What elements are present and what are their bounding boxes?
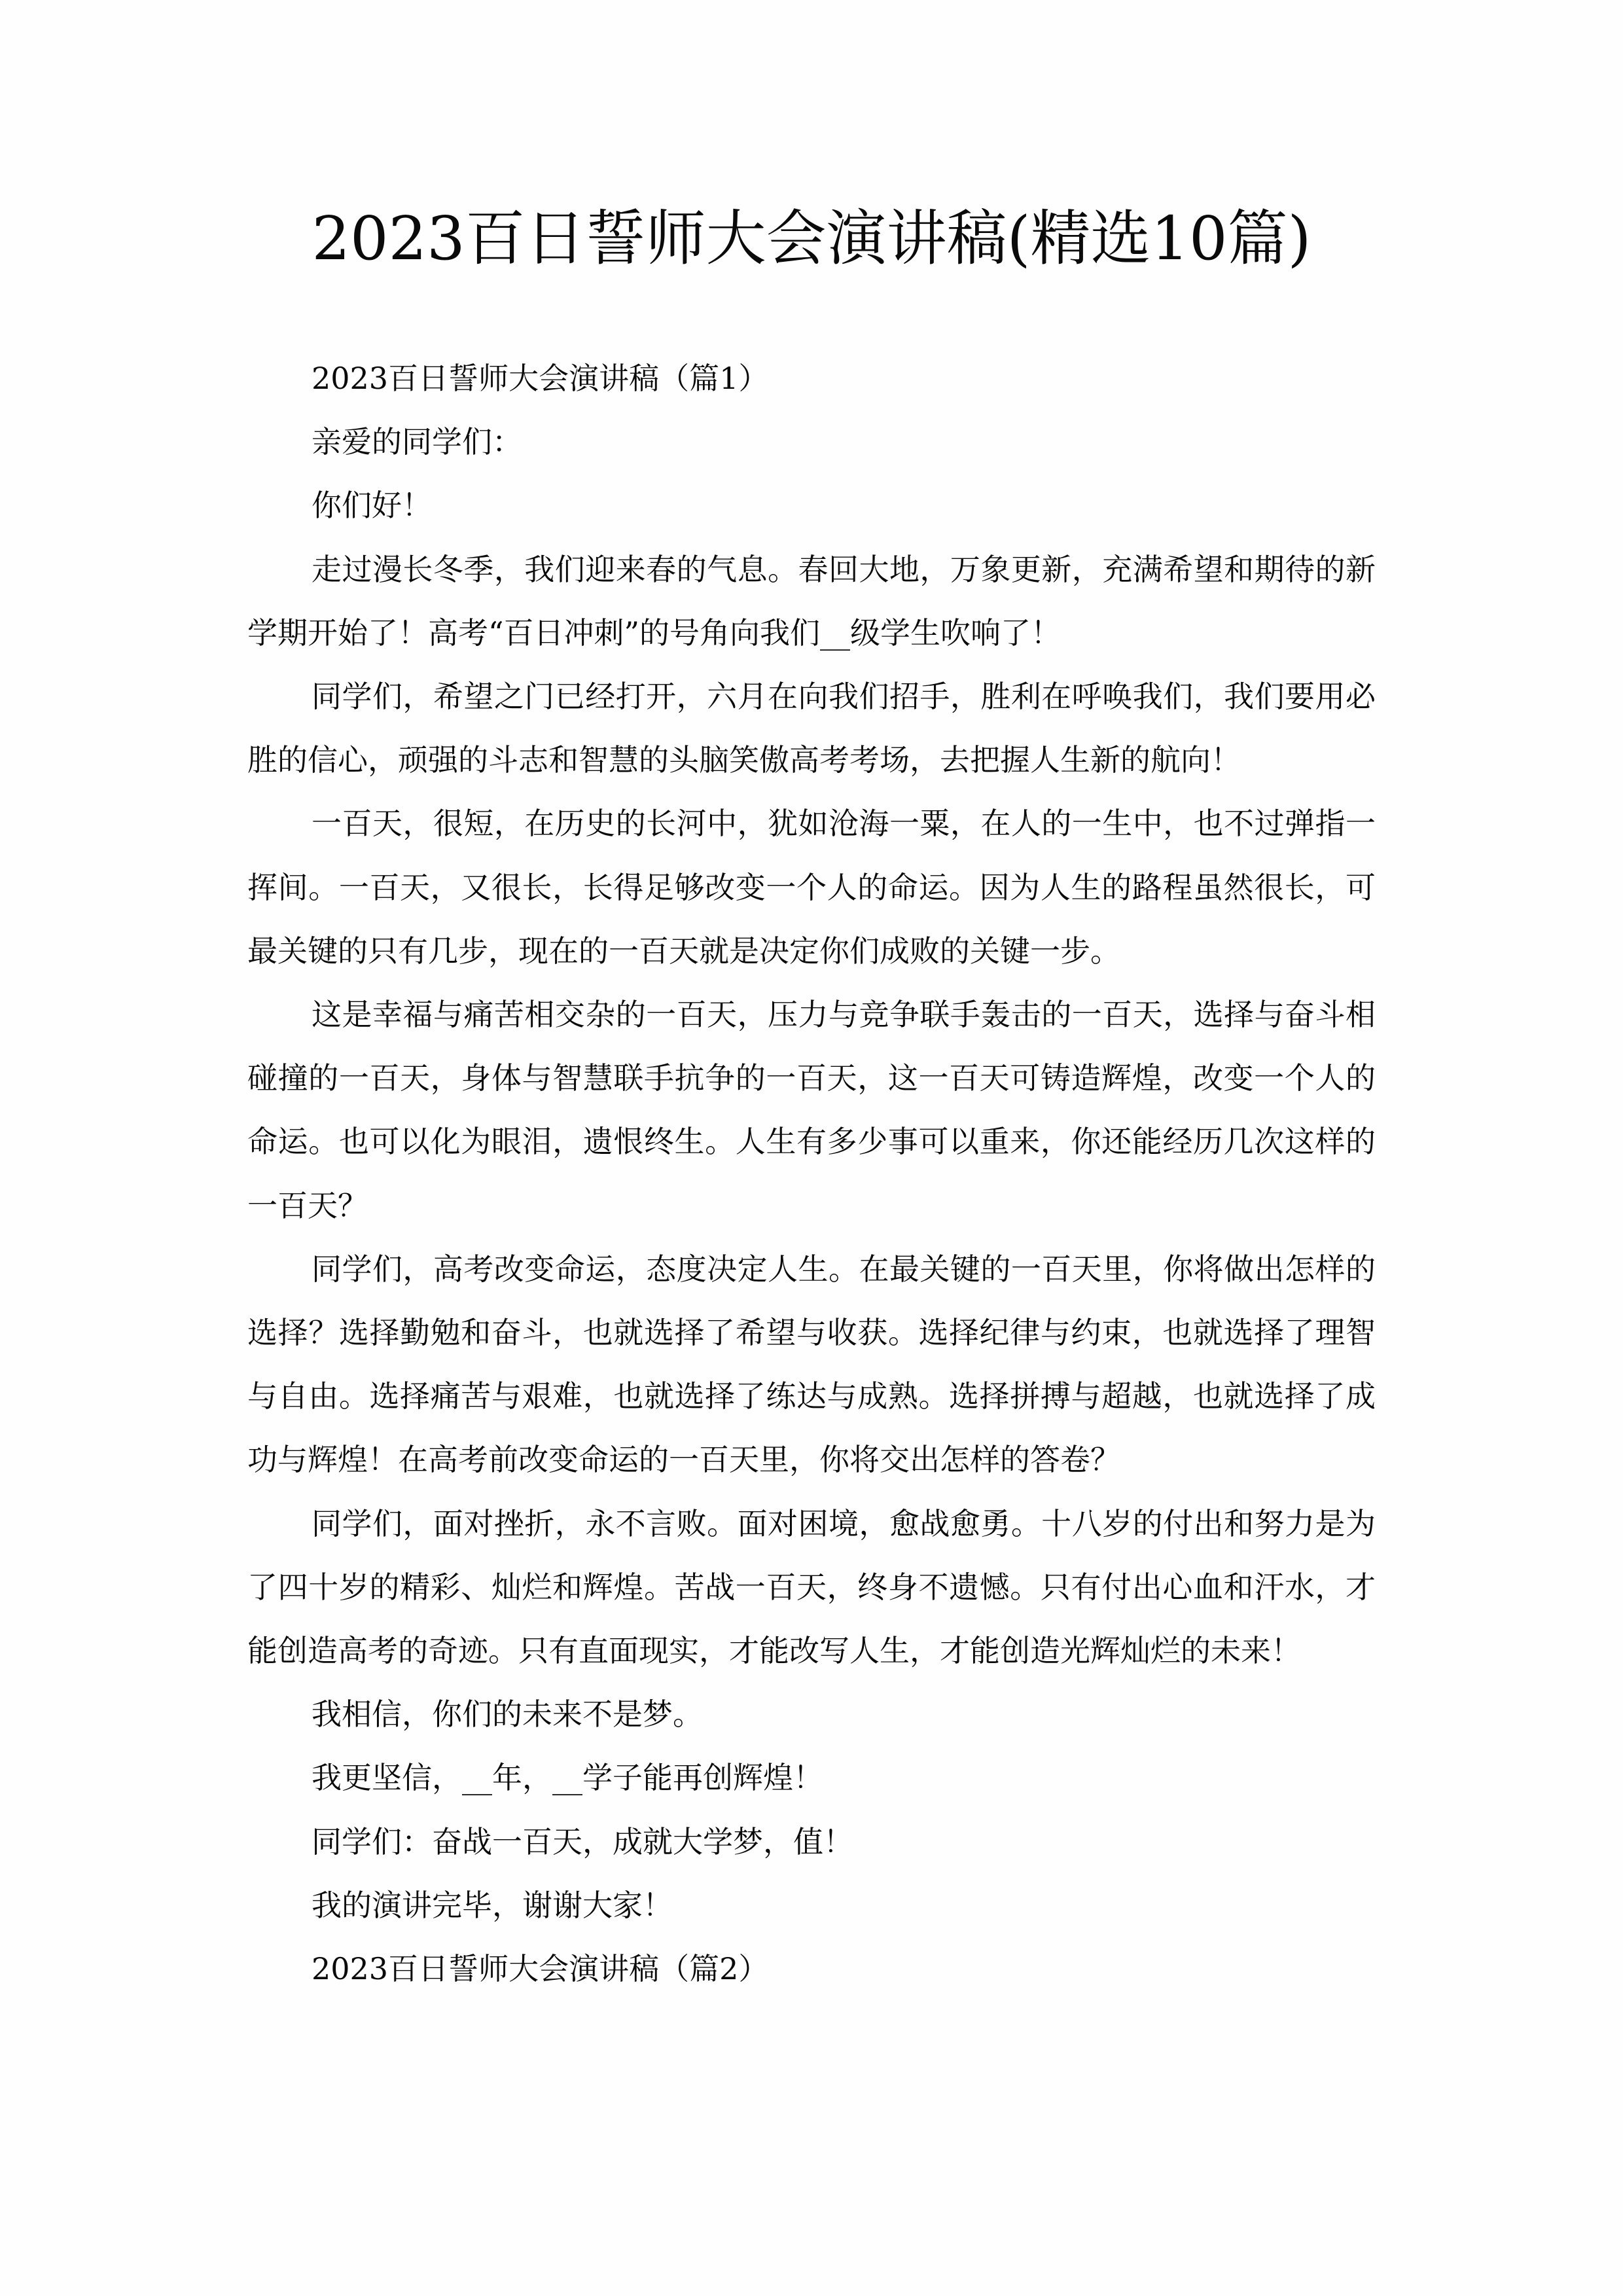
paragraph: 同学们，面对挫折，永不言败。面对困境，愈战愈勇。十八岁的付出和努力是为了四十岁的精彩、灿烂和辉煌。苦战一百天，终身不遗憾。只有付出心血和汗水，才能创造高考的奇迹。只有直面现实，才能改写人生，才能创造光辉灿烂的未来！ <box>247 1505 1376 1669</box>
section-heading-2: 2023百日誓师大会演讲稿（篇2） <box>312 1951 769 1987</box>
section-heading-1: 2023百日誓师大会演讲稿（篇1） <box>312 361 769 396</box>
salutation: 你们好！ <box>312 488 432 524</box>
closing-line: 我更坚信，__年，__学子能再创辉煌！ <box>312 1760 823 1796</box>
paragraph: 走过漫长冬季，我们迎来春的气息。春回大地，万象更新，充满希望和期待的新学期开始了！高考“百日冲刺”的号角向我们__级学生吹响了！ <box>247 551 1376 651</box>
closing-line: 同学们：奋战一百天，成就大学梦，值！ <box>312 1823 853 1859</box>
closing-line: 我的演讲完毕，谢谢大家！ <box>312 1887 673 1923</box>
paragraph: 同学们，高考改变命运，态度决定人生。在最关键的一百天里，你将做出怎样的选择？选择勤勉和奋斗，也就选择了希望与收获。选择纪律与约束，也就选择了理智与自由。选择痛苦与艰难，也就选择了练达与成熟。选择拼搏与超越，也就选择了成功与辉煌！在高考前改变命运的一百天里，你将交出怎样的答卷？ <box>247 1251 1376 1478</box>
document-title: 2023百日誓师大会演讲稿(精选10篇) <box>312 204 1311 274</box>
closing-line: 我相信，你们的未来不是梦。 <box>312 1696 703 1732</box>
document-body <box>247 347 1376 2001</box>
paragraph: 同学们，希望之门已经打开，六月在向我们招手，胜利在呼唤我们，我们要用必胜的信心，顽强的斗志和智慧的头脑笑傲高考考场，去把握人生新的航向！ <box>247 679 1376 778</box>
greeting: 亲爱的同学们： <box>312 424 522 460</box>
paragraph: 一百天，很短，在历史的长河中，犹如沧海一粟，在人的一生中，也不过弹指一挥间。一百天，又很长，长得足够改变一个人的命运。因为人生的路程虽然很长，可最关键的只有几步，现在的一百天就是决定你们成败的关键一步。 <box>247 806 1376 969</box>
paragraph: 这是幸福与痛苦相交杂的一百天，压力与竞争联手轰击的一百天，选择与奋斗相碰撞的一百天，身体与智慧联手抗争的一百天，这一百天可铸造辉煌，改变一个人的命运。也可以化为眼泪，遗恨终生。人生有多少事可以重来，你还能经历几次这样的一百天？ <box>247 997 1376 1223</box>
